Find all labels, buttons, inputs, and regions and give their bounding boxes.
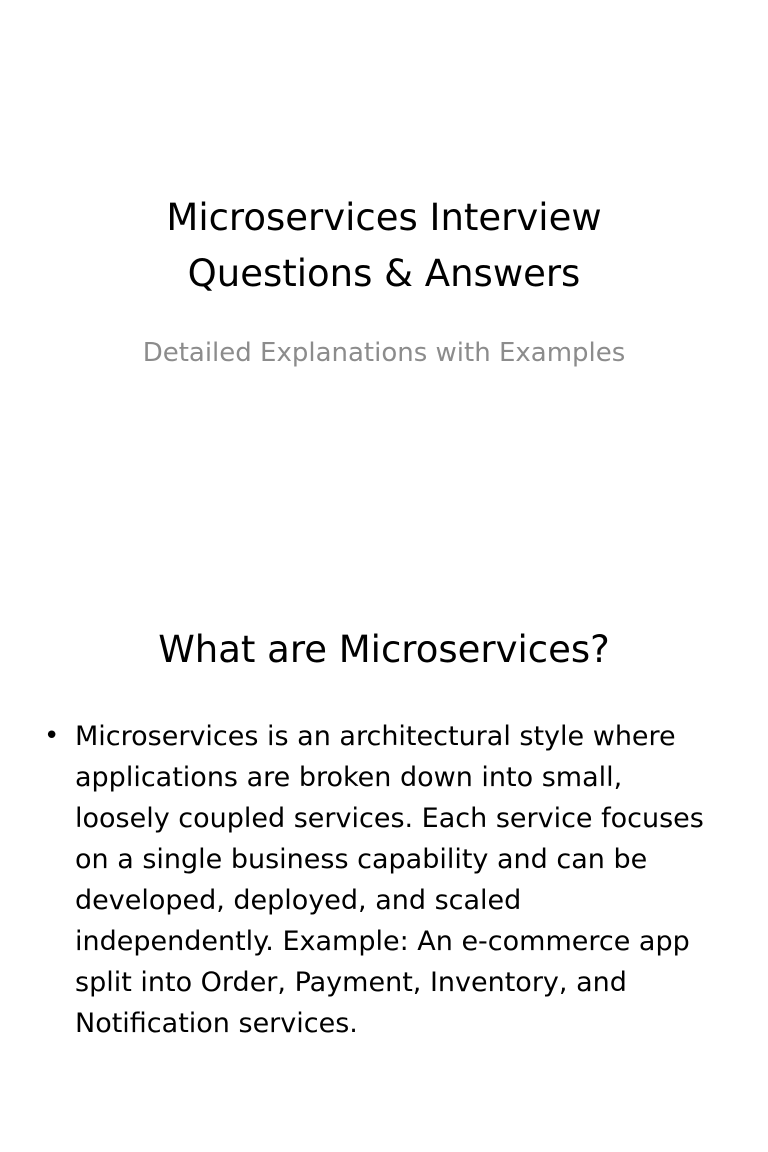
slide-title: What are Microservices? (158, 628, 610, 671)
title-line: Questions & Answers (187, 252, 581, 295)
presentation-subtitle: Detailed Explanations with Examples (142, 338, 626, 368)
bullet-text-line: split into Order, Payment, Inventory, and (75, 967, 627, 998)
bullet-text-line: loosely coupled services. Each service focuses (75, 803, 704, 834)
bullet-text-line: Notification services. (75, 1008, 358, 1039)
title-line: Microservices Interview (166, 196, 602, 239)
presentation-title (60, 190, 708, 302)
content-slide (0, 576, 768, 1152)
bullet-text-line: applications are broken down into small, (75, 762, 623, 793)
bullet-item (38, 716, 728, 1044)
bullet-text-line: developed, deployed, and scaled (75, 885, 522, 916)
bullet-list (38, 716, 728, 1044)
bullet-dot-icon: • (44, 721, 60, 751)
bullet-text-line: Microservices is an architectural style where (75, 721, 676, 752)
bullet-text-line: independently. Example: An e-commerce app (75, 926, 690, 957)
bullet-text-line: on a single business capability and can be (75, 844, 648, 875)
